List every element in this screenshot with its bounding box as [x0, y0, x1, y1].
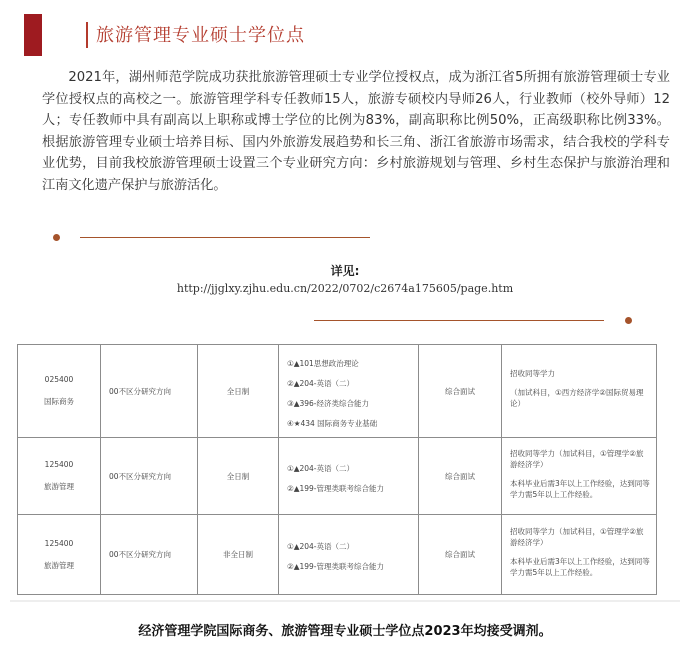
- direction-cell: 00不区分研究方向: [101, 438, 198, 515]
- retest-cell: 综合面试: [419, 515, 502, 595]
- divider-dot-right: [625, 317, 632, 324]
- detail-link[interactable]: http://jjglxy.zjhu.edu.cn/2022/0702/c2674a175605/page.htm: [176, 282, 514, 295]
- program-code: 025400: [44, 375, 74, 384]
- exam-subject: ③▲396-经济类综合能力: [287, 398, 370, 408]
- program-code-cell: [18, 515, 101, 595]
- note-text: 本科毕业后需3年以上工作经验，达到同等学力需5年以上工作经验。: [510, 557, 650, 577]
- exam-subject: ②▲199-管理类联考综合能力: [287, 562, 385, 571]
- note-text: 本科毕业后需3年以上工作经验，达到同等学力需5年以上工作经验。: [510, 478, 650, 499]
- divider-rule-right: [314, 320, 604, 321]
- program-name: 旅游管理: [44, 482, 74, 491]
- exam-subject: ①▲101思想政治理论: [287, 358, 359, 368]
- program-code-cell: [18, 345, 101, 438]
- intro-paragraph: 2021年，湖州师范学院成功获批旅游管理硕士专业学位授权点，成为浙江省5所拥有旅游管理硕士专业学位授权点的高校之一。旅游管理学科专任教师15人，旅游专硕校内导师26人，行业教师（校外导师）12人；专任教师中具有副高以上职称或博士学位的比例为83%，副高职称比例50%，正高级职称比例33%。根据旅游管理专业硕士培养目标、国内外旅游发展趋势和长三角、浙江省旅游市场需求，结合我校的学科专业优势，目前我校旅游管理硕士设置三个专业研究方向：乡村旅游规划与管理、乡村生态保护与旅游治理和江南文化遗产保护与旅游活化。: [42, 70, 670, 193]
- detail-label: 详见:: [330, 264, 360, 278]
- direction-cell: 00不区分研究方向: [101, 345, 198, 438]
- program-name: 旅游管理: [44, 560, 74, 570]
- program-code: 125400: [44, 460, 74, 469]
- footer-notice: 经济管理学院国际商务、旅游管理专业硕士学位点2023年均接受调剂。: [138, 624, 552, 639]
- program-code-cell: [18, 438, 101, 515]
- note-text: 招收同等学力: [510, 369, 555, 378]
- exam-subjects-cell: [279, 438, 419, 515]
- notes-cell: [502, 345, 657, 438]
- programs-table: [17, 344, 657, 595]
- retest-cell: 综合面试: [419, 345, 502, 438]
- study-mode-cell: 全日制: [198, 345, 279, 438]
- table-row: [18, 515, 657, 595]
- page-title: 旅游管理专业硕士学位点: [96, 25, 305, 46]
- divider-rule-left: [80, 237, 370, 238]
- exam-subject: ①▲204-英语（二）: [287, 542, 355, 551]
- program-name: 国际商务: [44, 397, 74, 406]
- exam-subject: ②▲199-管理类联考综合能力: [287, 483, 385, 493]
- table-row: [18, 438, 657, 515]
- header-accent-block: [24, 14, 42, 56]
- bottom-band: [10, 600, 680, 602]
- notes-cell: [502, 438, 657, 515]
- study-mode-cell: 非全日制: [198, 515, 279, 595]
- program-code: 125400: [44, 538, 74, 548]
- exam-subjects-cell: [279, 515, 419, 595]
- study-mode-cell: 全日制: [198, 438, 279, 515]
- note-text: 招收同等学力（加试科目，①管理学②旅游经济学）: [510, 527, 644, 547]
- exam-subject: ④★434 国际商务专业基础: [287, 418, 378, 428]
- retest-cell: 综合面试: [419, 438, 502, 515]
- exam-subject: ①▲204-英语（二）: [287, 463, 355, 473]
- note-text: （加试科目，①西方经济学②国际贸易理论）: [510, 388, 644, 408]
- note-text: 招收同等学力（加试科目，①管理学②旅游经济学）: [510, 448, 644, 469]
- table-row: [18, 345, 657, 438]
- divider-dot-left: [53, 234, 60, 241]
- direction-cell: 00不区分研究方向: [101, 515, 198, 595]
- header-divider: [86, 22, 88, 48]
- exam-subjects-cell: [279, 345, 419, 438]
- notes-cell: [502, 515, 657, 595]
- exam-subject: ②▲204-英语（二）: [287, 378, 355, 388]
